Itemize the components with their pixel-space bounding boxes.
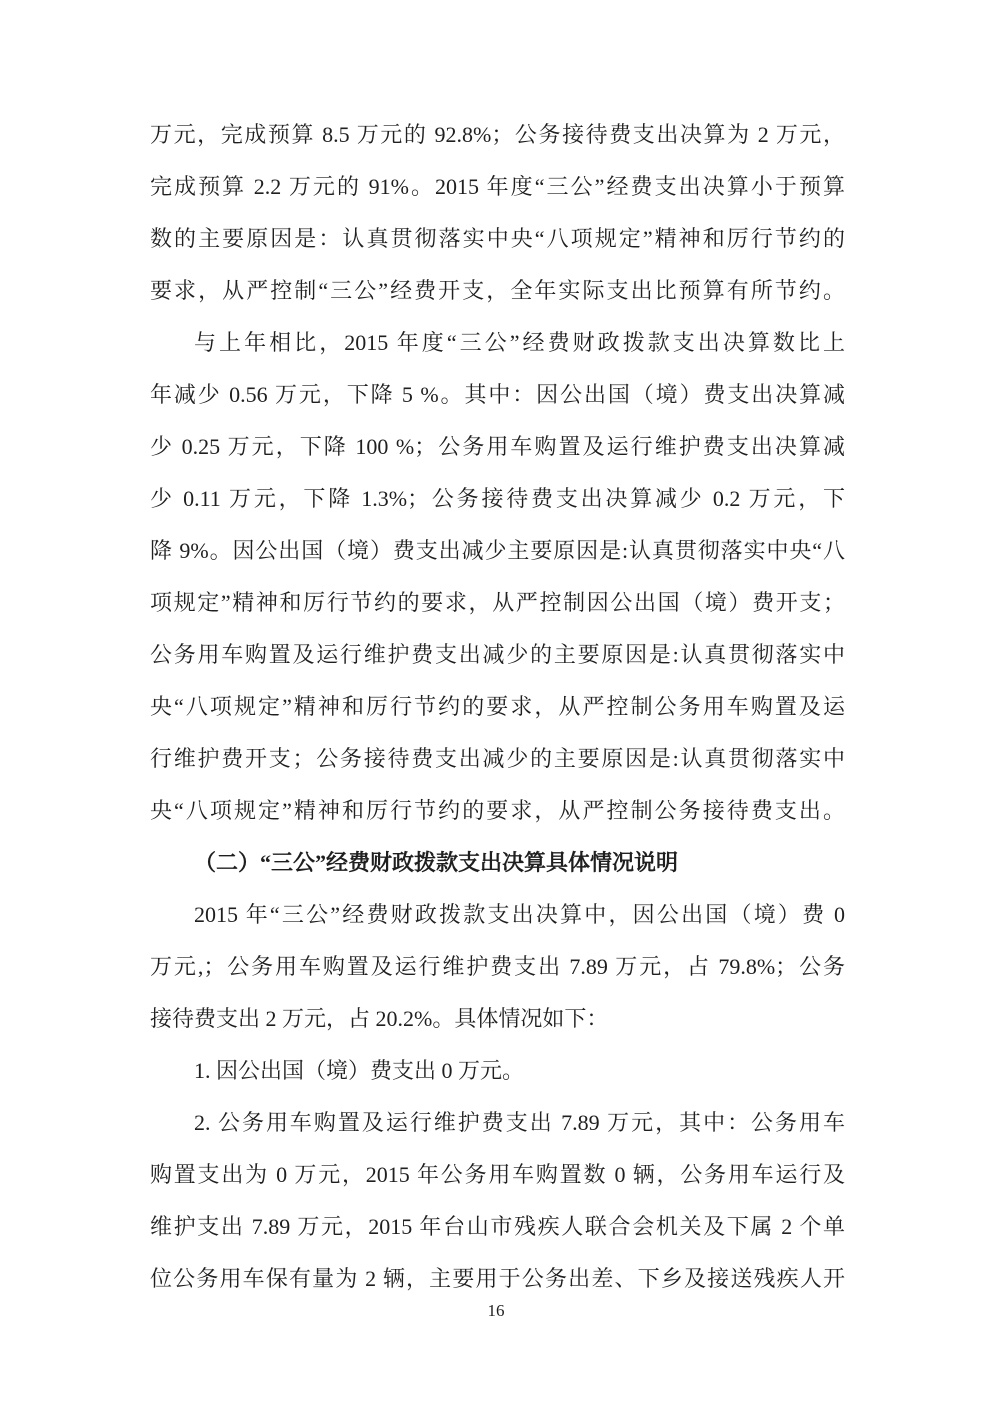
text-line: 要求，从严控制“三公”经费开支，全年实际支出比预算有所节约。: [150, 278, 845, 303]
text-line: 位公务用车保有量为 2 辆，主要用于公务出差、下乡及接送残疾人开: [150, 1266, 845, 1291]
text-line: 年减少 0.56 万元，下降 5 %。其中：因公出国（境）费支出决算减: [150, 382, 845, 407]
text-line: 维护支出 7.89 万元，2015 年台山市残疾人联合会机关及下属 2 个单: [150, 1214, 845, 1239]
text-line: 万元,；公务用车购置及运行维护费支出 7.89 万元，占 79.8%；公务: [150, 954, 845, 979]
text-line: 降 9%。因公出国（境）费支出减少主要原因是:认真贯彻落实中央“八: [150, 538, 845, 563]
text-line: 行维护费开支；公务接待费支出减少的主要原因是:认真贯彻落实中: [150, 746, 845, 771]
text-line: 公务用车购置及运行维护费支出减少的主要原因是:认真贯彻落实中: [150, 642, 845, 667]
text-line: 2015 年“三公”经费财政拨款支出决算中，因公出国（境）费 0: [194, 902, 845, 927]
text-line: 购置支出为 0 万元，2015 年公务用车购置数 0 辆，公务用车运行及: [150, 1162, 845, 1187]
text-line: 数的主要原因是：认真贯彻落实中央“八项规定”精神和厉行节约的: [150, 226, 845, 251]
text-line: 万元，完成预算 8.5 万元的 92.8%；公务接待费支出决算为 2 万元，: [150, 122, 845, 147]
text-line: 少 0.25 万元，下降 100 %；公务用车购置及运行维护费支出决算减: [150, 434, 845, 459]
text-line: 接待费支出 2 万元，占 20.2%。具体情况如下：: [150, 1006, 609, 1031]
section-heading: （二）“三公”经费财政拨款支出决算具体情况说明: [194, 850, 679, 875]
page-number: 16: [487, 1301, 505, 1320]
text-line: 完成预算 2.2 万元的 91%。2015 年度“三公”经费支出决算小于预算: [150, 174, 845, 199]
text-line: 2. 公务用车购置及运行维护费支出 7.89 万元，其中：公务用车: [194, 1110, 845, 1135]
body-text: [150, 109, 845, 1305]
text-line: 与上年相比，2015 年度“三公”经费财政拨款支出决算数比上: [194, 330, 845, 355]
text-line: 项规定”精神和厉行节约的要求，从严控制因公出国（境）费开支；: [150, 590, 845, 615]
text-line: 央“八项规定”精神和厉行节约的要求，从严控制公务接待费支出。: [150, 798, 845, 823]
text-line: 少 0.11 万元，下降 1.3%；公务接待费支出决算减少 0.2 万元，下: [150, 486, 845, 511]
text-line: 央“八项规定”精神和厉行节约的要求，从严控制公务用车购置及运: [150, 694, 845, 719]
text-line: 1. 因公出国（境）费支出 0 万元。: [194, 1058, 525, 1083]
